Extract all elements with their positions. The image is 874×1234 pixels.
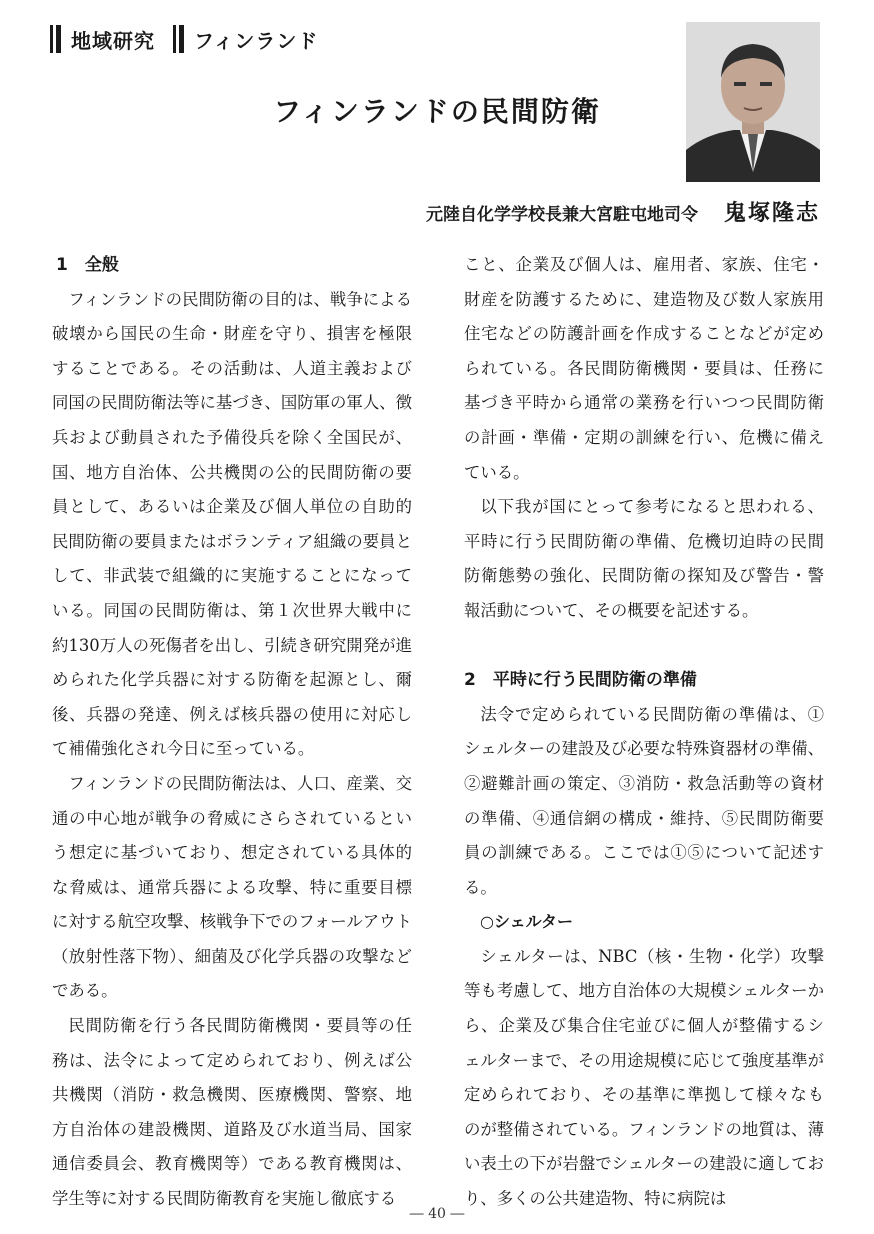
section-heading: 2 平時に行う民間防衛の準備: [464, 670, 697, 691]
paragraph: 民間防衛を行う各民間防衛機関・要員等の任務は、法令によって定められており、例えば公共機関（消防・救急機関、医療機関、警察、地方自治体の建設機関、道路及び水道当局、国家通信委員会、教育機関等）である教育機関は、学生等に対する民間防衛教育を実施し徹底する: [52, 1016, 412, 1209]
header-category: 地域研究: [71, 28, 155, 53]
section-heading: 1 全般: [56, 255, 119, 275]
header-region: フィンランド: [194, 28, 319, 53]
left-column: [52, 248, 412, 1217]
spacer: [464, 629, 824, 664]
author-name: 鬼塚隆志: [723, 200, 820, 226]
right-column: [464, 248, 824, 1217]
paragraph: こと、企業及び個人は、雇用者、家族、住宅・財産を防護するために、建造物及び数人家族用住宅などの防護計画を作成することなどが定められている。各民間防衛機関・要員は、任務に基づき平時から通常の業務を行いつつ民間防衛の計画・準備・定期の訓練を行い、危機に備えている。: [464, 255, 824, 482]
author-photo: [686, 22, 820, 182]
page-number: ― 40 ―: [409, 1206, 465, 1222]
paragraph: フィンランドの民間防衛の目的は、戦争による破壊から国民の生命・財産を守り、損害を極限することである。その活動は、人道主義および同国の民間防衛法等に基づき、国防軍の軍人、徴兵および動員された予備役兵を除く全国民が、国、地方自治体、公共機関の公的民間防衛の要員として、あるいは企業及び個人単位の自助的民間防衛の要員またはボランティア組織の要員として、非武装で組織的に実施することになっている。同国の民間防衛は、第１次世界大戦中に約130万人の死傷者を出し、引続き研究開発が進められた化学兵器に対する防衛を起源とし、爾後、兵器の発達、例えば核兵器の使用に対応して補備強化され今日に至っている。: [52, 289, 412, 759]
author-line: [426, 196, 820, 227]
paragraph: シェルターは、NBC（核・生物・化学）攻撃等も考慮して、地方自治体の大規模シェルターから、企業及び集合住宅並びに個人が整備するシェルターまで、その用途規模に応じて強度基準が定められており、その基準に準拠して様々なものが整備されている。フィンランドの地質は、薄い表土の下が岩盤でシェルターの建設に適しており、多くの公共建造物、特に病院は: [464, 946, 824, 1209]
section-header: [50, 22, 318, 56]
header-bar-icon: [173, 25, 184, 53]
paragraph: 以下我が国にとって参考になると思われる、平時に行う民間防衛の準備、危機切迫時の民間防衛態勢の強化、民間防衛の探知及び警告・警報活動について、その概要を記述する。: [464, 497, 824, 620]
article-title: フィンランドの民間防衛: [273, 95, 601, 128]
portrait-image: [686, 22, 820, 182]
header-bar-icon: [50, 25, 61, 53]
author-affiliation: 元陸自化学学校長兼大宮駐屯地司令: [425, 205, 698, 225]
paragraph: 法令で定められている民間防衛の準備は、①シェルターの建設及び必要な特殊資器材の準備、②避難計画の策定、③消防・救急活動等の資材の準備、④通信網の構成・維持、⑤民間防衛要員の訓練である。ここでは①⑤について記述する。: [464, 704, 824, 897]
sub-heading: ○シェルター: [480, 912, 574, 932]
paragraph: フィンランドの民間防衛法は、人口、産業、交通の中心地が戦争の脅威にさらされているという想定に基づいており、想定されている具体的な脅威は、通常兵器による攻撃、特に重要目標に対する航空攻撃、核戦争下でのフォールアウト（放射性落下物）、細菌及び化学兵器の攻撃などである。: [52, 773, 412, 1001]
